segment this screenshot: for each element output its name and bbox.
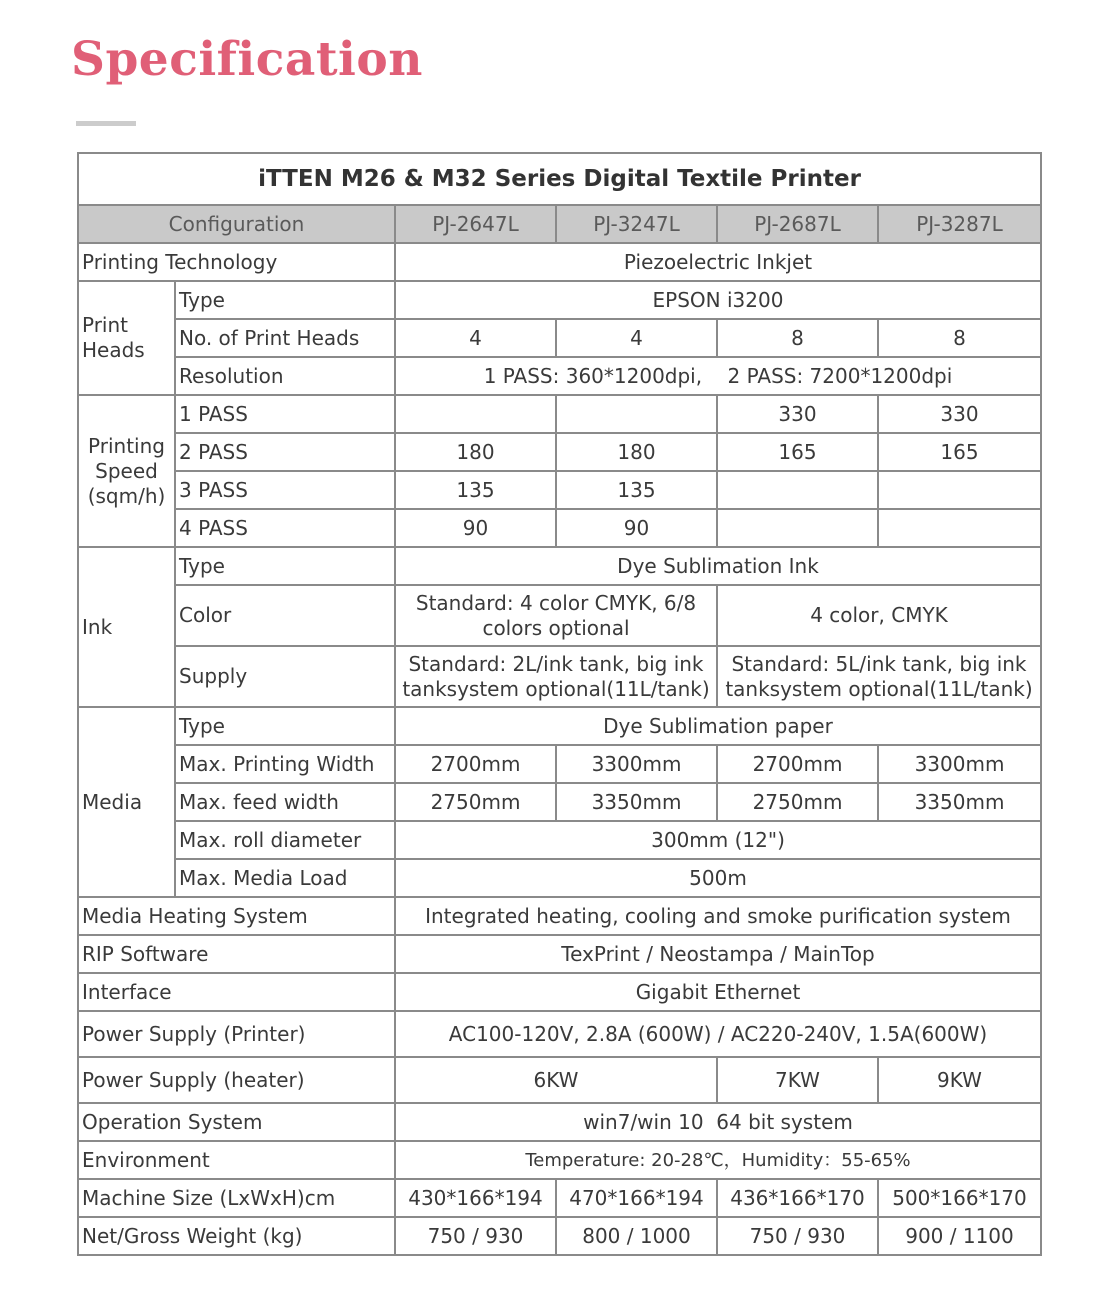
row-value: win7/win 10 64 bit system bbox=[395, 1103, 1041, 1141]
cell-value: 2700mm bbox=[717, 745, 878, 783]
row-value: Piezoelectric Inkjet bbox=[395, 243, 1041, 281]
table-row bbox=[78, 707, 1041, 745]
table-row bbox=[78, 973, 1041, 1011]
group-label-media: Media bbox=[78, 707, 175, 897]
cell-value: 2750mm bbox=[395, 783, 556, 821]
row-label: Type bbox=[175, 707, 395, 745]
cell-value: 165 bbox=[878, 433, 1041, 471]
header-model: PJ-3287L bbox=[878, 205, 1041, 243]
table-row bbox=[78, 319, 1041, 357]
table-row bbox=[78, 1057, 1041, 1103]
table-row bbox=[78, 1179, 1041, 1217]
row-value: Gigabit Ethernet bbox=[395, 973, 1041, 1011]
row-label: 2 PASS bbox=[175, 433, 395, 471]
cell-value: 800 / 1000 bbox=[556, 1217, 717, 1255]
table-row bbox=[78, 357, 1041, 395]
table-row bbox=[78, 1011, 1041, 1057]
table-row bbox=[78, 243, 1041, 281]
cell-value: 180 bbox=[556, 433, 717, 471]
spec-table bbox=[77, 152, 1042, 1256]
table-row bbox=[78, 783, 1041, 821]
cell-value bbox=[878, 471, 1041, 509]
row-label: Max. Media Load bbox=[175, 859, 395, 897]
cell-value: 750 / 930 bbox=[395, 1217, 556, 1255]
cell-value: 135 bbox=[395, 471, 556, 509]
cell-value: 2750mm bbox=[717, 783, 878, 821]
cell-value: 165 bbox=[717, 433, 878, 471]
cell-value: 9KW bbox=[878, 1057, 1041, 1103]
cell-value: 90 bbox=[556, 509, 717, 547]
row-label: Type bbox=[175, 547, 395, 585]
cell-value: 330 bbox=[878, 395, 1041, 433]
row-value: Dye Sublimation paper bbox=[395, 707, 1041, 745]
row-value: AC100-120V, 2.8A (600W) / AC220-240V, 1.5A(600W) bbox=[395, 1011, 1041, 1057]
row-label: Resolution bbox=[175, 357, 395, 395]
row-label: Supply bbox=[175, 646, 395, 707]
group-label-print-heads: Print Heads bbox=[78, 281, 175, 395]
cell-value: 4 bbox=[556, 319, 717, 357]
cell-value: 3300mm bbox=[878, 745, 1041, 783]
row-value: 1 PASS: 360*1200dpi, 2 PASS: 7200*1200dpi bbox=[395, 357, 1041, 395]
row-value: Dye Sublimation Ink bbox=[395, 547, 1041, 585]
table-row bbox=[78, 1103, 1041, 1141]
cell-value: 2700mm bbox=[395, 745, 556, 783]
row-label: Machine Size (LxWxH)cm bbox=[78, 1179, 395, 1217]
row-value: Standard: 4 color CMYK, 6/8 colors optional bbox=[395, 585, 717, 646]
cell-value: 3300mm bbox=[556, 745, 717, 783]
group-label-printing-speed: Printing Speed (sqm/h) bbox=[78, 395, 175, 547]
row-label: Type bbox=[175, 281, 395, 319]
cell-value: 135 bbox=[556, 471, 717, 509]
row-value: 6KW bbox=[395, 1057, 717, 1103]
row-label: Max. roll diameter bbox=[175, 821, 395, 859]
row-value: Temperature: 20-28℃，Humidity：55-65% bbox=[395, 1141, 1041, 1179]
page-title: Specification bbox=[71, 32, 423, 87]
group-label-ink: Ink bbox=[78, 547, 175, 707]
row-label: 4 PASS bbox=[175, 509, 395, 547]
cell-value: 470*166*194 bbox=[556, 1179, 717, 1217]
row-label: Max. Printing Width bbox=[175, 745, 395, 783]
row-label: No. of Print Heads bbox=[175, 319, 395, 357]
cell-value bbox=[878, 509, 1041, 547]
table-row bbox=[78, 859, 1041, 897]
table-row bbox=[78, 821, 1041, 859]
row-value: EPSON i3200 bbox=[395, 281, 1041, 319]
row-label: Printing Technology bbox=[78, 243, 395, 281]
row-label: Environment bbox=[78, 1141, 395, 1179]
header-configuration: Configuration bbox=[78, 205, 395, 243]
row-label: Net/Gross Weight (kg) bbox=[78, 1217, 395, 1255]
cell-value bbox=[556, 395, 717, 433]
cell-value: 750 / 930 bbox=[717, 1217, 878, 1255]
cell-value: 4 bbox=[395, 319, 556, 357]
cell-value bbox=[717, 471, 878, 509]
cell-value: 180 bbox=[395, 433, 556, 471]
cell-value: 900 / 1100 bbox=[878, 1217, 1041, 1255]
table-row bbox=[78, 547, 1041, 585]
table-row bbox=[78, 935, 1041, 973]
row-value: Standard: 2L/ink tank, big ink tanksystem optional(11L/tank) bbox=[395, 646, 717, 707]
cell-value: 500*166*170 bbox=[878, 1179, 1041, 1217]
table-row bbox=[78, 395, 1041, 433]
row-label: Max. feed width bbox=[175, 783, 395, 821]
row-label: Interface bbox=[78, 973, 395, 1011]
table-row bbox=[78, 897, 1041, 935]
table-title: iTTEN M26 & M32 Series Digital Textile Printer bbox=[78, 153, 1041, 205]
title-underline bbox=[76, 121, 136, 126]
row-value: Integrated heating, cooling and smoke purification system bbox=[395, 897, 1041, 935]
cell-value: 3350mm bbox=[556, 783, 717, 821]
cell-value: 8 bbox=[717, 319, 878, 357]
row-value: TexPrint / Neostampa / MainTop bbox=[395, 935, 1041, 973]
table-row bbox=[78, 646, 1041, 707]
table-row bbox=[78, 471, 1041, 509]
table-row bbox=[78, 585, 1041, 646]
row-label: RIP Software bbox=[78, 935, 395, 973]
header-row bbox=[78, 205, 1041, 243]
row-value: 4 color, CMYK bbox=[717, 585, 1041, 646]
table-row bbox=[78, 281, 1041, 319]
row-label: 1 PASS bbox=[175, 395, 395, 433]
header-model: PJ-2687L bbox=[717, 205, 878, 243]
cell-value: 90 bbox=[395, 509, 556, 547]
cell-value: 330 bbox=[717, 395, 878, 433]
table-row bbox=[78, 1217, 1041, 1255]
row-label: Operation System bbox=[78, 1103, 395, 1141]
row-label: Power Supply (Printer) bbox=[78, 1011, 395, 1057]
header-model: PJ-3247L bbox=[556, 205, 717, 243]
row-label: Media Heating System bbox=[78, 897, 395, 935]
table-row bbox=[78, 509, 1041, 547]
table-row bbox=[78, 745, 1041, 783]
row-label: 3 PASS bbox=[175, 471, 395, 509]
table-title-row bbox=[78, 153, 1041, 205]
row-value: Standard: 5L/ink tank, big ink tanksystem optional(11L/tank) bbox=[717, 646, 1041, 707]
cell-value: 430*166*194 bbox=[395, 1179, 556, 1217]
header-model: PJ-2647L bbox=[395, 205, 556, 243]
cell-value: 8 bbox=[878, 319, 1041, 357]
cell-value bbox=[717, 509, 878, 547]
row-value: 300mm (12") bbox=[395, 821, 1041, 859]
table-row bbox=[78, 1141, 1041, 1179]
row-value: 500m bbox=[395, 859, 1041, 897]
row-label: Power Supply (heater) bbox=[78, 1057, 395, 1103]
row-label: Color bbox=[175, 585, 395, 646]
cell-value: 436*166*170 bbox=[717, 1179, 878, 1217]
table-row bbox=[78, 433, 1041, 471]
cell-value bbox=[395, 395, 556, 433]
cell-value: 7KW bbox=[717, 1057, 878, 1103]
cell-value: 3350mm bbox=[878, 783, 1041, 821]
